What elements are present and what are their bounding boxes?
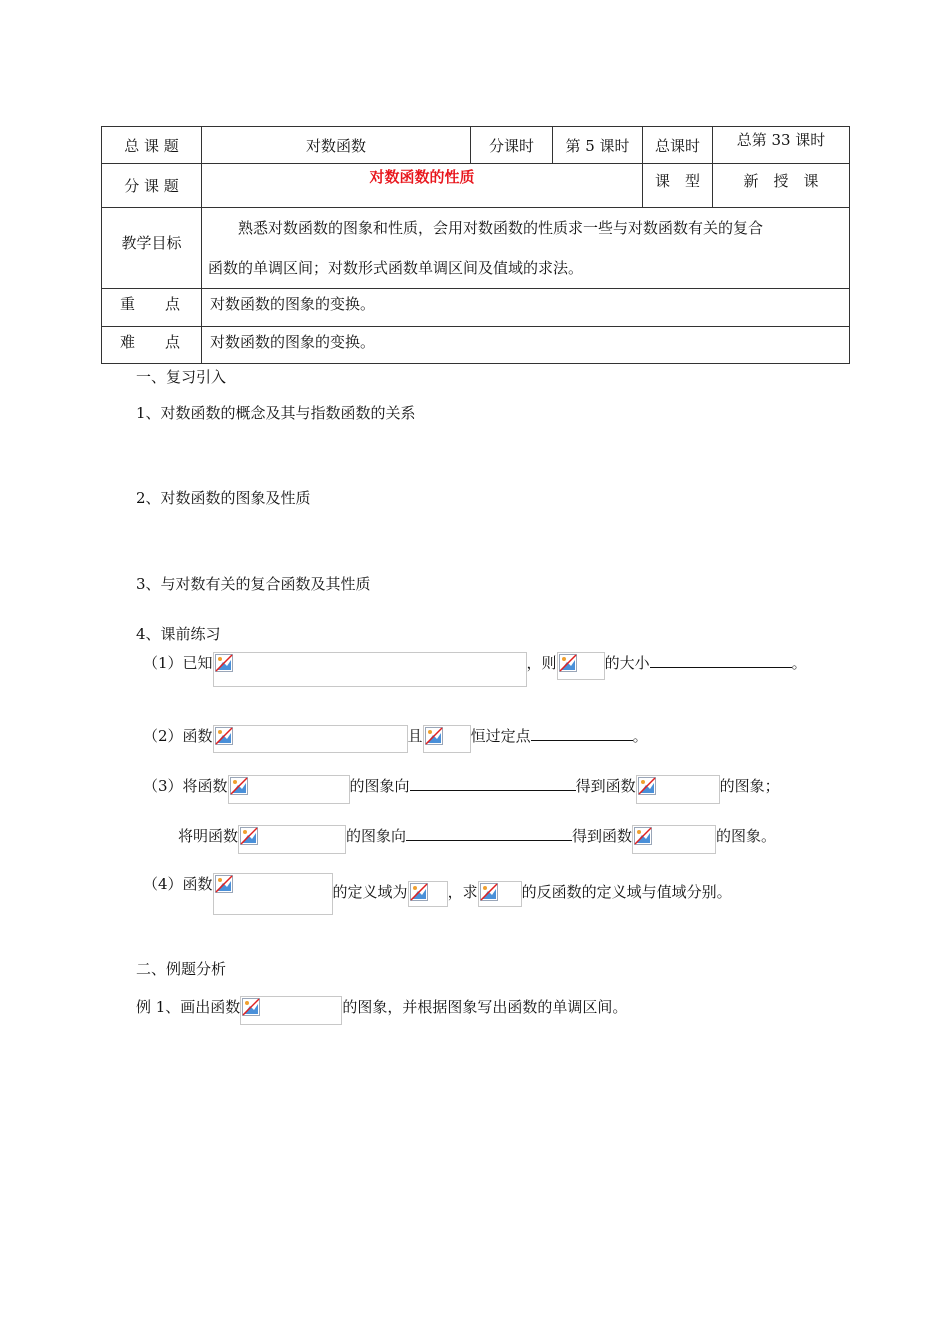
sub-period-value: 第 5 课时 xyxy=(553,127,643,164)
review-item-4: 4、课前练习 xyxy=(136,625,221,643)
exercise-3-text-b: 的图象向 xyxy=(349,777,410,795)
exercise-3-line-2 xyxy=(178,825,776,854)
sub-period-label: 分课时 xyxy=(471,127,553,164)
exercise-1-text-a: （1）已知 xyxy=(143,654,213,672)
broken-image-icon xyxy=(410,883,428,901)
exercise-3-text-f: 的图象向 xyxy=(346,827,407,845)
objectives-text xyxy=(202,208,850,289)
exercise-2-text-b: 且 xyxy=(407,727,423,745)
answer-blank[interactable] xyxy=(650,653,792,668)
exercise-4-text-b: 的定义域为 xyxy=(332,883,408,901)
broken-image-icon xyxy=(240,827,258,845)
key-point-label: 重 点 xyxy=(102,289,202,327)
exercise-1-text-b: ，则 xyxy=(526,654,557,672)
example-1-text-b: 的图象，并根据图象写出函数的单调区间。 xyxy=(342,998,628,1016)
total-period-value: 总第 33 课时 xyxy=(713,127,850,164)
subtopic-label: 分 课 题 xyxy=(102,164,202,208)
exercise-1-text-c: 的大小 xyxy=(604,654,650,672)
exercise-1-text-d: 。 xyxy=(791,654,807,672)
broken-image-icon xyxy=(215,654,233,672)
objectives-line-1: 熟悉对数函数的图象和性质，会用对数函数的性质求一些与对数函数有关的复合 xyxy=(238,219,764,237)
total-period-label: 总课时 xyxy=(643,127,713,164)
answer-blank[interactable] xyxy=(410,776,576,791)
lesson-title: 对数函数的性质 xyxy=(202,164,643,208)
formula-image xyxy=(240,996,342,1025)
exercise-3-text-d: 的图象； xyxy=(719,777,780,795)
broken-image-icon xyxy=(242,998,260,1016)
formula-image xyxy=(213,873,333,915)
broken-image-icon xyxy=(559,654,577,672)
exercise-2-text-c: 恒过定点 xyxy=(470,727,531,745)
lesson-type-label: 课 型 xyxy=(643,164,713,208)
exercise-3-text-h: 的图象。 xyxy=(716,827,777,845)
exercise-4-text-a: （4）函数 xyxy=(143,875,213,893)
exercise-3-text-a: （3）将函数 xyxy=(143,777,228,795)
formula-image xyxy=(213,652,527,687)
exercise-3-text-e: 将明函数 xyxy=(178,827,239,845)
formula-image xyxy=(423,725,471,753)
exercise-2-text-a: （2）函数 xyxy=(143,727,213,745)
formula-image xyxy=(478,881,522,907)
exercise-3-text-g: 得到函数 xyxy=(572,827,633,845)
answer-blank[interactable] xyxy=(406,826,572,841)
formula-image xyxy=(408,881,448,907)
formula-image xyxy=(228,775,350,804)
example-1-text-a: 例 1、画出函数 xyxy=(136,998,241,1016)
key-point-text: 对数函数的图象的变换。 xyxy=(202,289,850,327)
exercise-3-line-1 xyxy=(143,775,780,804)
difficulty-text: 对数函数的图象的变换。 xyxy=(202,327,850,364)
review-item-1: 1、对数函数的概念及其与指数函数的关系 xyxy=(136,404,416,422)
section1-heading: 一、复习引入 xyxy=(136,368,227,386)
answer-blank[interactable] xyxy=(531,726,633,741)
formula-image xyxy=(557,652,605,680)
exercise-2 xyxy=(143,725,648,753)
objectives-line-2: 函数的单调区间；对数形式函数单调区间及值域的求法。 xyxy=(208,259,584,277)
lesson-type-value: 新 授 课 xyxy=(713,164,850,208)
formula-image xyxy=(238,825,346,854)
exercise-4 xyxy=(143,873,732,915)
broken-image-icon xyxy=(480,883,498,901)
formula-image xyxy=(213,725,408,753)
lesson-info-table xyxy=(101,126,850,364)
broken-image-icon xyxy=(638,777,656,795)
topic-label: 总 课 题 xyxy=(102,127,202,164)
exercise-4-text-d: 的反函数的定义域与值域分别。 xyxy=(521,883,732,901)
broken-image-icon xyxy=(425,727,443,745)
difficulty-label: 难 点 xyxy=(102,327,202,364)
formula-image xyxy=(636,775,720,804)
review-item-3: 3、与对数有关的复合函数及其性质 xyxy=(136,575,371,593)
exercise-1 xyxy=(143,652,807,687)
objectives-label: 教学目标 xyxy=(102,208,202,289)
example-1 xyxy=(136,996,627,1025)
broken-image-icon xyxy=(230,777,248,795)
broken-image-icon xyxy=(634,827,652,845)
section2-heading: 二、例题分析 xyxy=(136,960,227,978)
formula-image xyxy=(632,825,716,854)
review-item-2: 2、对数函数的图象及性质 xyxy=(136,489,311,507)
exercise-4-text-c: ，求 xyxy=(447,883,478,901)
broken-image-icon xyxy=(215,727,233,745)
exercise-3-text-c: 得到函数 xyxy=(575,777,636,795)
topic-value: 对数函数 xyxy=(202,127,471,164)
broken-image-icon xyxy=(215,875,233,893)
exercise-2-text-d: 。 xyxy=(632,727,648,745)
